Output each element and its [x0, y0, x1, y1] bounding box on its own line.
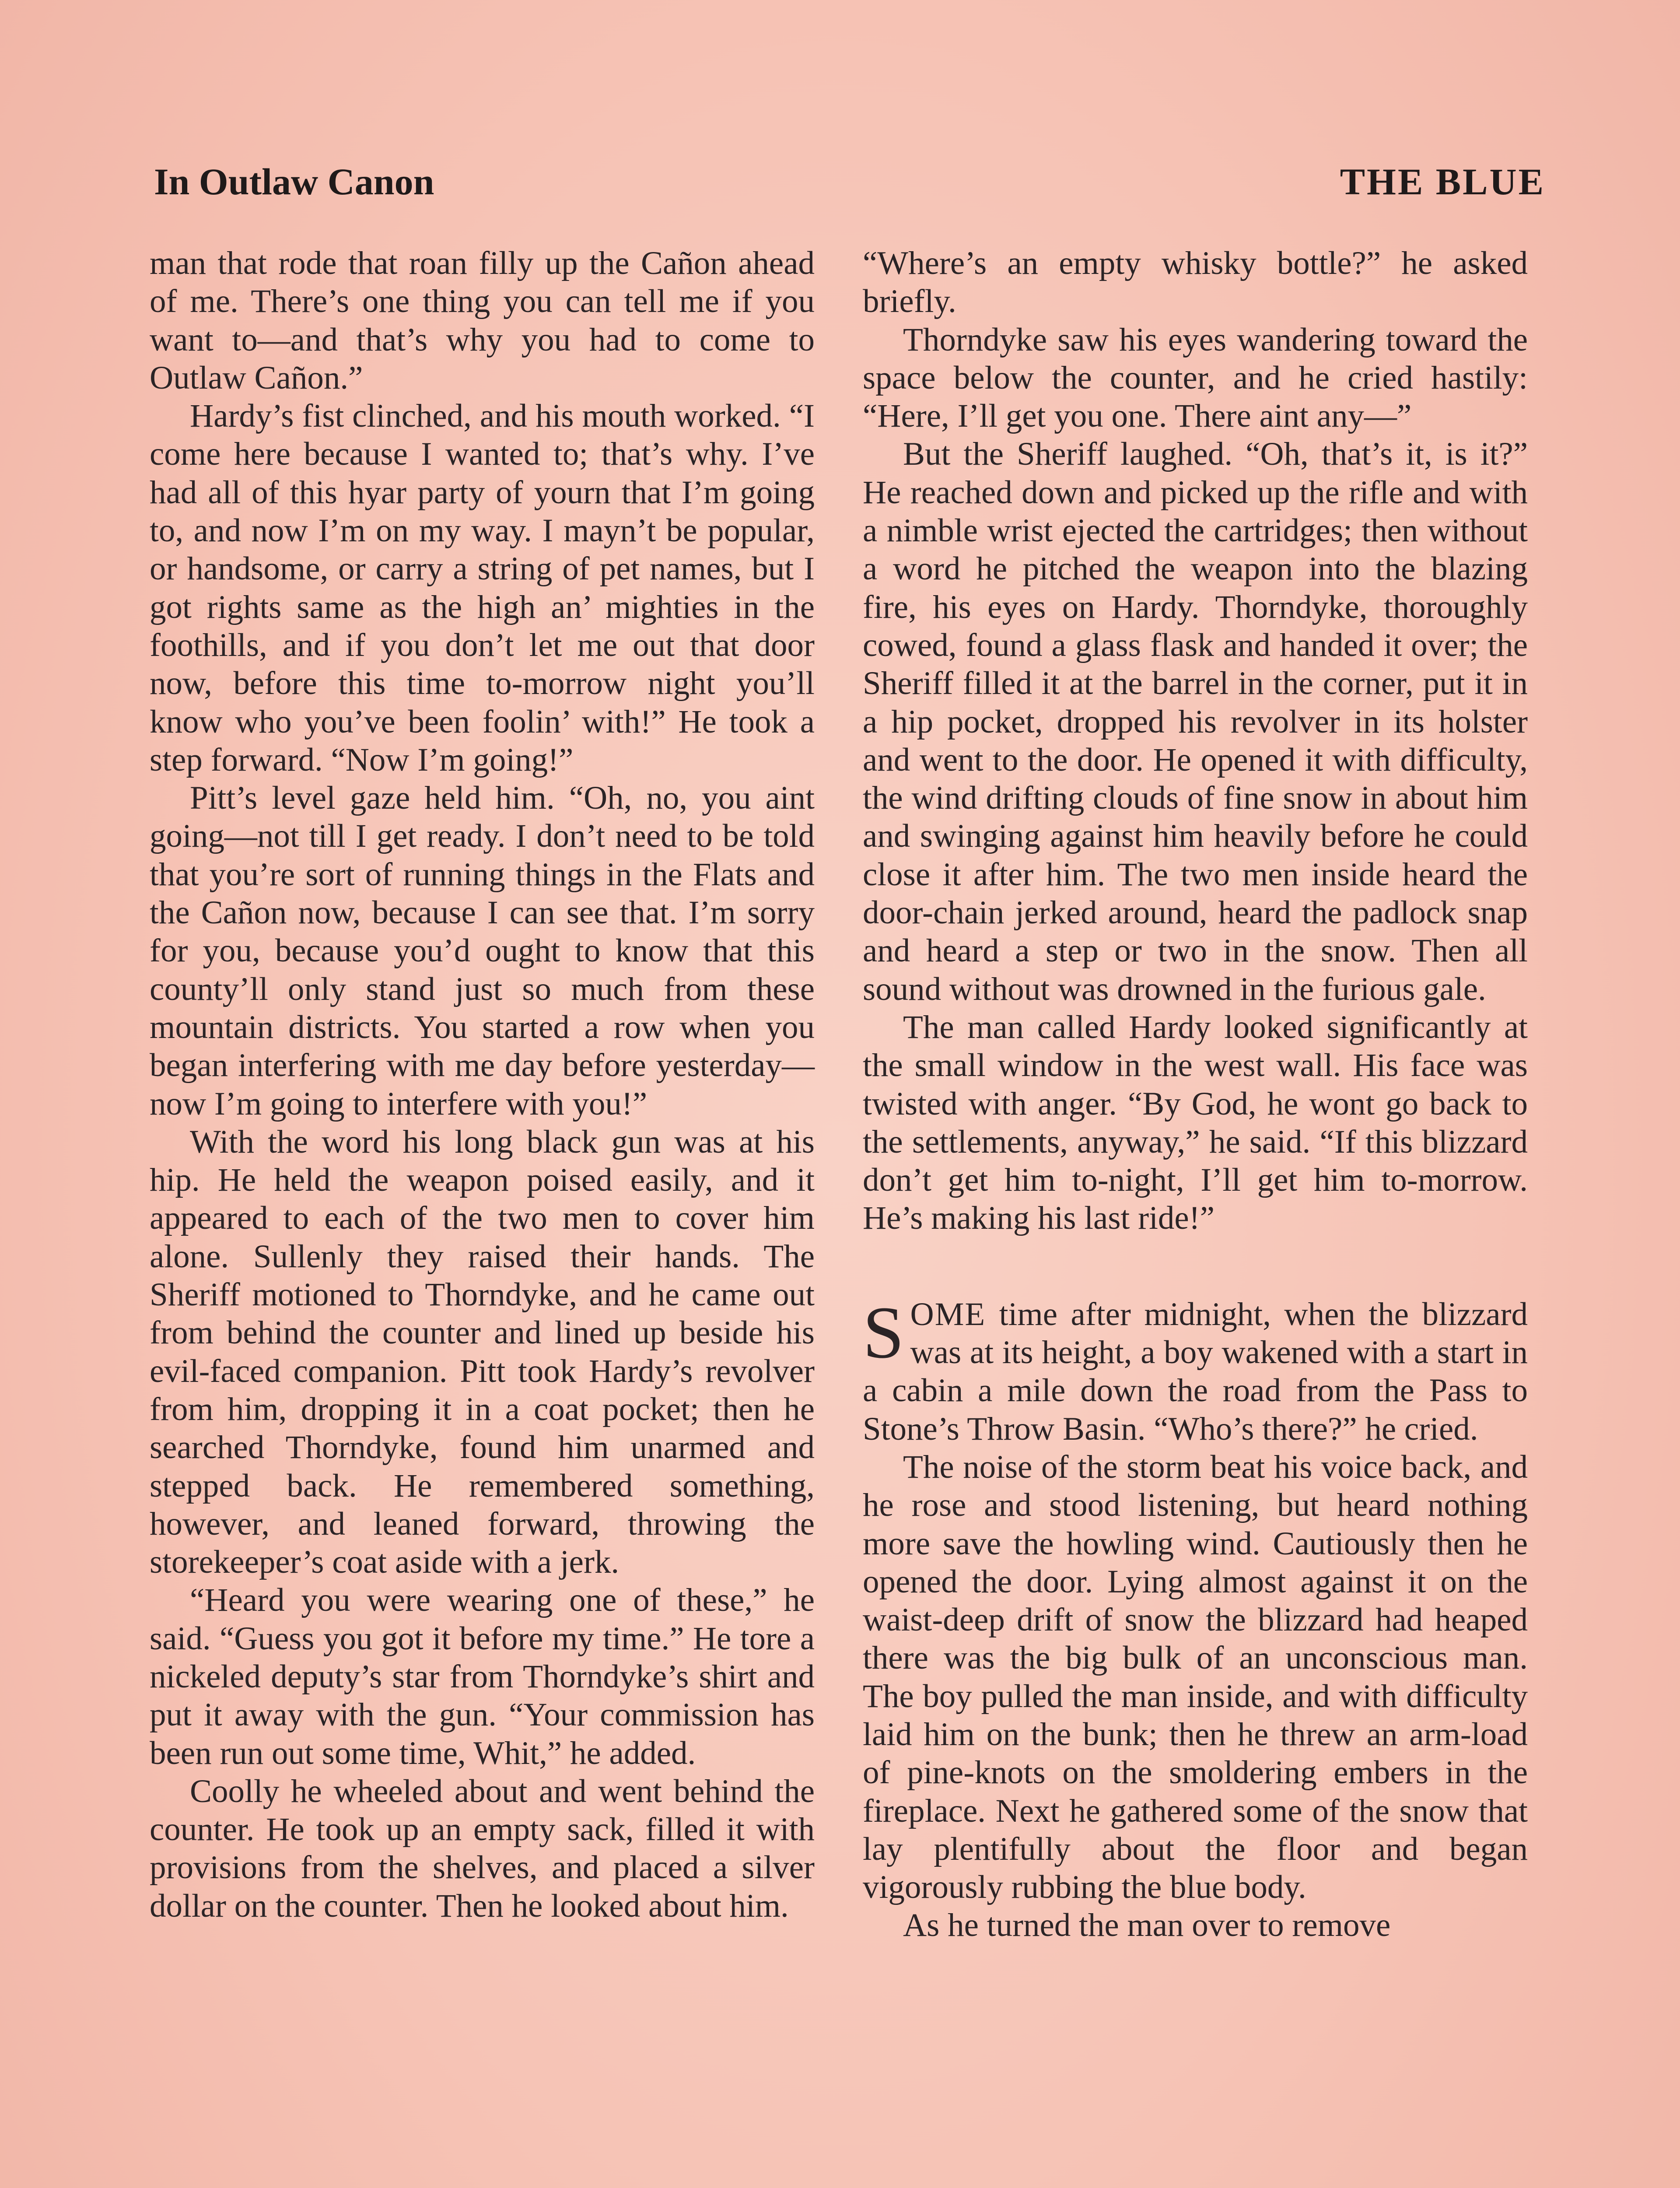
- paragraph-text: time after midnight, when the blizzard was at its height, a boy wakened with a start in a cabin a mile down the road from the Pass to Stone’s Throw Basin. “Who’s there?” he cried.: [863, 1296, 1528, 1447]
- running-header: [154, 158, 1545, 206]
- left-text-column: [150, 244, 815, 1925]
- paragraph: man that rode that roan filly up the Cañon ahead of me. There’s one thing you can tell me if you want to—and that’s why you had to come to Outlaw Cañon.”: [150, 245, 815, 396]
- paragraph: As he turned the man over to remove: [903, 1907, 1391, 1944]
- magazine-title: THE BLUE: [1340, 161, 1545, 203]
- paragraph: Thorndyke saw his eyes wandering toward the space below the counter, and he cried hastily: “Here, I’ll get you one. There aint any—”: [863, 321, 1528, 435]
- paragraph: With the word his long black gun was at his hip. He held the weapon poised easily, and it appeared to each of the two men to cover him alone. Sullenly they raised their hands. The Sheriff motioned to Thorndyke, and he came out from behind the counter and lined up beside his evil-faced companion. Pitt took Hardy’s revolver from him, dropping it in a coat pocket; then he searched Thorndyke, found him unarmed and stepped back. He remembered something, however, and leaned forward, throwing the storekeeper’s coat aside with a jerk.: [150, 1123, 815, 1581]
- paragraph: Coolly he wheeled about and went behind the counter. He took up an empty sack, filled it with provisions from the shelves, and placed a silver dollar on the counter. Then he looked about him.: [150, 1773, 815, 1924]
- paragraph: But the Sheriff laughed. “Oh, that’s it, is it?” He reached down and picked up the rifle and with a nimble wrist ejected the cartridges; then without a word he pitched the weapon into the blazing fire, his eyes on Hardy. Thorndyke, thoroughly cowed, found a glass flask and handed it over; the Sheriff filled it at the barrel in the corner, put it in a hip pocket, dropped his revolver in its holster and went to the door. He opened it with difficulty, the wind drifting clouds of fine snow in about him and swinging against him heavily before he could close it after him. The two men inside heard the door-chain jerked around, heard the padlock snap and heard a step or two in the snow. Then all sound without was drowned in the furious gale.: [863, 436, 1528, 1007]
- small-caps-lead: OME: [910, 1296, 986, 1332]
- paragraph: Hardy’s fist clinched, and his mouth worked. “I come here because I wanted to; that’s why. I’ve had all of this hyar party of yourn that I’m going to, and now I’m on my way. I mayn’t be popular, or handsome, or carry a string of pet names, but I got rights same as the high an’ mighties in the foothills, and if you don’t let me out that door now, before this time to-morrow night you’ll know who you’ve been foolin’ with!” He took a step forward. “Now I’m going!”: [150, 398, 815, 778]
- right-text-column: [863, 244, 1528, 1945]
- paragraph: Pitt’s level gaze held him. “Oh, no, you aint going—not till I get ready. I don’t need to be told that you’re sort of running things in the Flats and the Cañon now, because I can see that. I’m sorry for you, because you’d ought to know that this county’ll only stand just so much from these mountain districts. You started a row when you began interfering with me day before yesterday—now I’m going to interfere with you!”: [150, 780, 815, 1122]
- paragraph: The noise of the storm beat his voice back, and he rose and stood listening, but heard nothing more save the howling wind. Cautiously then he opened the door. Lying almost against it on the waist-deep drift of snow the blizzard had heaped there was the big bulk of an unconscious man. The boy pulled the man inside, and with difficulty laid him on the bunk; then he threw an arm-load of pine-knots on the smoldering embers in the fireplace. Next he gathered some of the snow that lay plentifully about the floor and began vigorously rubbing the blue body.: [863, 1448, 1528, 1906]
- paragraph: The man called Hardy looked significantly at the small window in the west wall. His face was twisted with anger. “By God, he wont go back to the settlements, anyway,” he said. “If this blizzard don’t get him to-night, I’ll get him to-morrow. He’s making his last ride!”: [863, 1009, 1528, 1237]
- drop-cap: S: [863, 1291, 904, 1374]
- section-break: [863, 1238, 1528, 1295]
- paragraph: “Heard you were wearing one of these,” he said. “Guess you got it before my time.” He tore a nickeled deputy’s star from Thorndyke’s shirt and put it away with the gun. “Your commission has been run out some time, Whit,” he added.: [150, 1582, 815, 1771]
- section-opening-paragraph: [863, 1291, 1528, 1448]
- story-title: In Outlaw Canon: [154, 161, 434, 203]
- paragraph: “Where’s an empty whisky bottle?” he asked briefly.: [863, 245, 1528, 320]
